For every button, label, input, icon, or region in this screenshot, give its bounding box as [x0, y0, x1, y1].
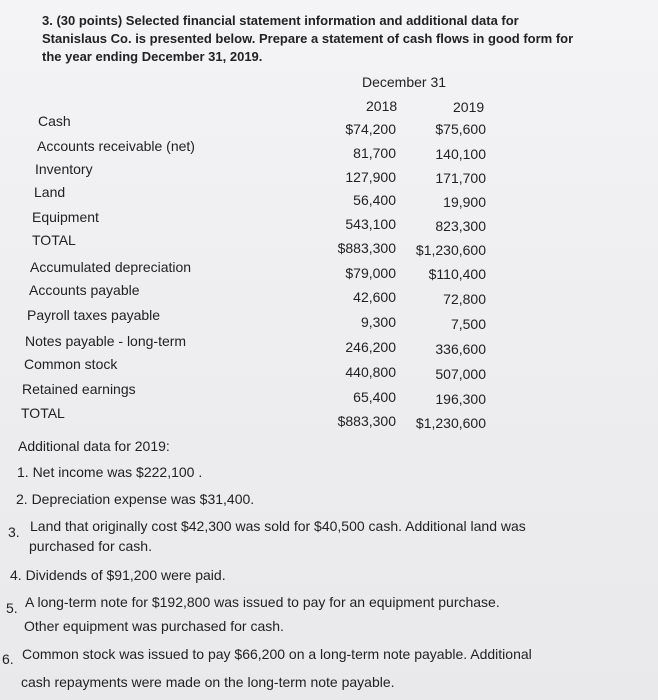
additional-item-4: 4. Dividends of $91,200 were paid. — [10, 567, 226, 583]
row-label-equipment: Equipment — [32, 209, 99, 225]
cell-2019-cash: $75,600 — [435, 121, 486, 137]
additional-item-3-line-2: purchased for cash. — [29, 538, 152, 554]
cell-2019-notes-payable: 336,600 — [435, 341, 486, 357]
cell-2018-accounts-receivable: 81,700 — [353, 145, 396, 161]
cell-2018-accounts-payable: 42,600 — [353, 289, 396, 305]
additional-data-heading: Additional data for 2019: — [18, 438, 170, 454]
question-line-3: the year ending December 31, 2019. — [42, 49, 263, 64]
row-label-land: Land — [34, 184, 66, 200]
cell-2018-accumulated-depreciation: $79,000 — [345, 265, 396, 281]
cell-2019-payroll-taxes-payable: 7,500 — [450, 316, 486, 332]
question-line-1: 3. (30 points) Selected financial statement information and additional data for — [42, 13, 519, 28]
cell-2018-equipment: 543,100 — [345, 216, 396, 232]
cell-2019-equipment: 823,300 — [435, 218, 486, 234]
additional-item-5-line-2: Other equipment was purchased for cash. — [24, 618, 284, 634]
column-header-2019: 2019 — [453, 99, 485, 115]
cell-2019-land: 19,900 — [443, 194, 486, 210]
question-line-2: Stanislaus Co. is presented below. Prepare a statement of cash flows in good form for — [42, 31, 574, 46]
cell-2019-accumulated-depreciation: $110,400 — [428, 266, 486, 282]
additional-item-1: 1. Net income was $222,100 . — [17, 464, 203, 480]
row-label-total-liabilities-equity: TOTAL — [21, 405, 65, 421]
cell-2019-total-liabilities-equity: $1,230,600 — [415, 415, 486, 431]
cell-2018-total-liabilities-equity: $883,300 — [337, 413, 396, 429]
row-label-accounts-receivable: Accounts receivable (net) — [37, 138, 195, 154]
row-label-cash: Cash — [38, 113, 71, 129]
row-label-inventory: Inventory — [35, 161, 93, 177]
additional-item-6-marker: 6. — [2, 651, 14, 667]
cell-2018-notes-payable: 246,200 — [345, 339, 396, 355]
additional-item-6-line-2: cash repayments were made on the long-term note payable. — [21, 674, 395, 690]
cell-2018-land: 56,400 — [353, 192, 396, 208]
cell-2019-inventory: 171,700 — [435, 170, 486, 186]
additional-item-2: 2. Depreciation expense was $31,400. — [16, 491, 255, 507]
cell-2019-accounts-payable: 72,800 — [443, 291, 486, 307]
cell-2019-common-stock: 507,000 — [435, 366, 486, 382]
row-label-notes-payable: Notes payable - long-term — [25, 333, 187, 349]
additional-item-3-line-1: Land that originally cost $42,300 was sold for $40,500 cash. Additional land was — [30, 518, 526, 534]
additional-item-6-line-1: Common stock was issued to pay $66,200 on a long-term note payable. Additional — [22, 646, 532, 662]
row-label-payroll-taxes-payable: Payroll taxes payable — [27, 307, 161, 323]
cell-2018-retained-earnings: 65,400 — [353, 389, 396, 405]
table-header-december-31: December 31 — [362, 74, 447, 90]
row-label-common-stock: Common stock — [24, 356, 118, 372]
additional-item-3-marker: 3. — [8, 524, 20, 540]
column-header-2018: 2018 — [366, 98, 398, 114]
cell-2019-accounts-receivable: 140,100 — [435, 146, 486, 162]
cell-2018-payroll-taxes-payable: 9,300 — [360, 314, 396, 330]
row-label-accounts-payable: Accounts payable — [29, 282, 140, 298]
additional-item-5-line-1: A long-term note for $192,800 was issued to pay for an equipment purchase. — [25, 594, 500, 610]
row-label-accumulated-depreciation: Accumulated depreciation — [30, 259, 192, 275]
question-prompt — [42, 12, 602, 66]
row-label-retained-earnings: Retained earnings — [22, 381, 136, 397]
cell-2019-retained-earnings: 196,300 — [435, 391, 486, 407]
cell-2019-total-assets: $1,230,600 — [415, 242, 486, 258]
cell-2018-cash: $74,200 — [345, 121, 396, 137]
additional-item-5-marker: 5. — [6, 600, 18, 616]
cell-2018-inventory: 127,900 — [345, 169, 396, 185]
cell-2018-total-assets: $883,300 — [337, 240, 396, 256]
cell-2018-common-stock: 440,800 — [345, 364, 396, 380]
row-label-total-assets: TOTAL — [32, 232, 76, 248]
